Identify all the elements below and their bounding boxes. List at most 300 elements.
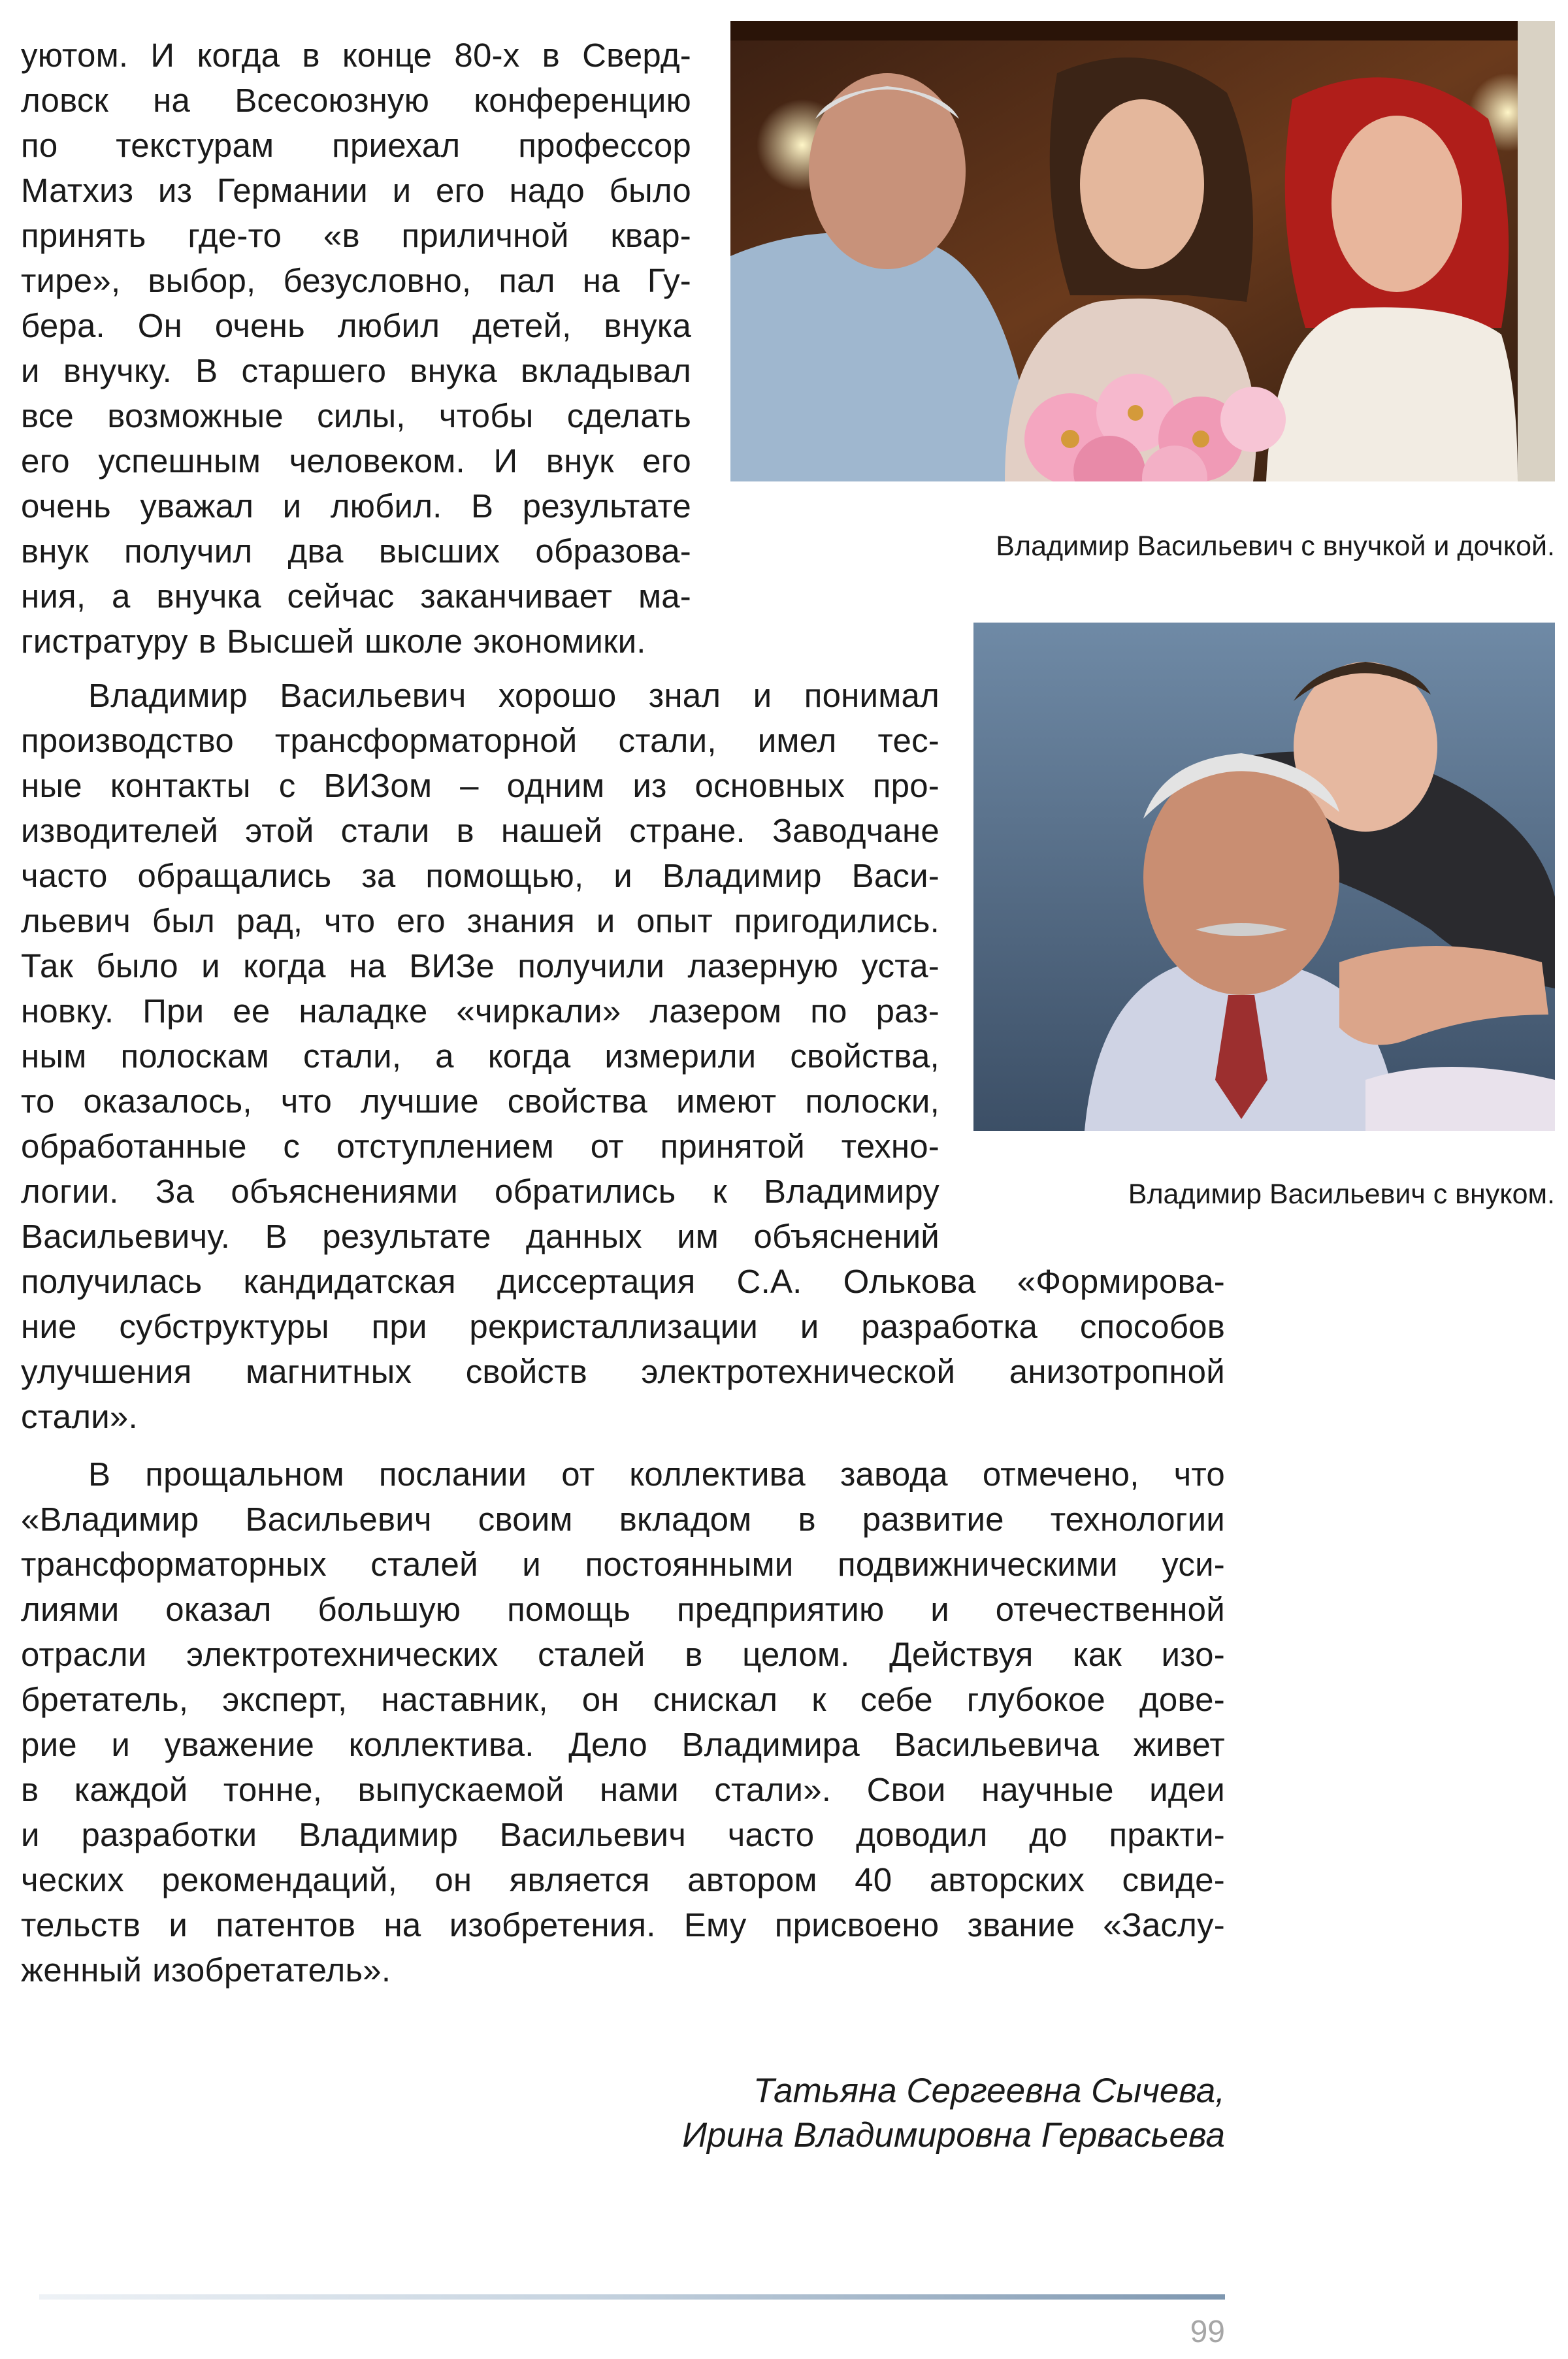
- word: полоски,: [805, 1082, 939, 1120]
- word: В: [470, 487, 494, 525]
- word: идеи: [1149, 1771, 1225, 1808]
- word: дове-: [1139, 1681, 1225, 1718]
- word: развитие: [862, 1501, 1004, 1538]
- word: оказалось,: [83, 1082, 252, 1120]
- word: авторских: [929, 1861, 1085, 1898]
- word: уважал: [140, 487, 254, 525]
- word: его: [642, 442, 691, 480]
- word: Дело: [568, 1726, 647, 1763]
- article-line: [21, 1857, 1225, 1902]
- word: Сверд-: [582, 37, 691, 74]
- word: и: [21, 1816, 40, 1853]
- word: Всесоюзную: [235, 82, 430, 119]
- article-line: [21, 1587, 1225, 1632]
- word: опыт: [636, 902, 713, 939]
- word: рад,: [236, 902, 303, 939]
- word: Олькова: [843, 1263, 976, 1300]
- word: нами: [600, 1771, 679, 1808]
- word: логии.: [21, 1173, 119, 1210]
- word: сталей: [370, 1546, 478, 1583]
- word: целом.: [742, 1636, 850, 1673]
- word: внук: [21, 532, 89, 570]
- word: и: [111, 1726, 131, 1763]
- word: и: [930, 1591, 949, 1628]
- photo-caption: Владимир Васильевич с внучкой и дочкой.: [996, 530, 1555, 562]
- word: Гу-: [647, 262, 691, 299]
- word: Васильевич: [280, 677, 466, 714]
- photo-caption: Владимир Васильевич с внуком.: [1128, 1179, 1555, 1210]
- word: понимал: [804, 677, 939, 714]
- word: уси-: [1162, 1546, 1225, 1583]
- word: И: [493, 442, 518, 480]
- word: что: [280, 1082, 333, 1120]
- word: Матхиз: [21, 172, 134, 209]
- article-line: [21, 1677, 1225, 1722]
- word: в: [685, 1636, 703, 1673]
- word: автором: [687, 1861, 817, 1898]
- article-line: [21, 168, 691, 213]
- word: В: [265, 1218, 287, 1255]
- word: лиями: [21, 1591, 120, 1628]
- article-line: [21, 33, 691, 78]
- word: часто: [727, 1816, 815, 1853]
- word: ческих: [21, 1861, 124, 1898]
- word: «в: [323, 217, 360, 254]
- word: где-то: [188, 217, 282, 254]
- family-photo-image: [730, 21, 1555, 481]
- word: Ему: [683, 1906, 747, 1944]
- article-line: [21, 123, 691, 168]
- word: Высшей: [227, 623, 355, 660]
- word: стали,: [618, 722, 717, 759]
- word: человеком.: [289, 442, 465, 480]
- word: и: [613, 857, 632, 894]
- word: было: [96, 947, 178, 984]
- word: за: [361, 857, 396, 894]
- article-line: [88, 1452, 1225, 1497]
- word: знания: [466, 902, 575, 939]
- article-line: [21, 1304, 1225, 1349]
- word: высших: [378, 532, 500, 570]
- word: Владимир: [662, 857, 822, 894]
- word: уважение: [164, 1726, 315, 1763]
- word: успешным: [98, 442, 261, 480]
- word: Васильевич: [499, 1816, 687, 1853]
- word: женный: [21, 1951, 142, 1989]
- word: свиде-: [1122, 1861, 1225, 1898]
- word: тонне,: [223, 1771, 323, 1808]
- article-line: [21, 1214, 939, 1259]
- word: от: [590, 1128, 624, 1165]
- word: детей,: [472, 307, 572, 344]
- word: а: [112, 578, 131, 615]
- word: вкладывал: [520, 352, 691, 389]
- word: из: [632, 767, 667, 804]
- word: внучка: [156, 578, 261, 615]
- word: контакты: [110, 767, 251, 804]
- word: бретатель,: [21, 1681, 189, 1718]
- word: доводил: [856, 1816, 988, 1853]
- word: и: [392, 172, 412, 209]
- article-line: [21, 1632, 1225, 1677]
- word: на: [349, 947, 386, 984]
- author-name: Татьяна Сергеевна Сычева,: [753, 2072, 1225, 2110]
- word: возможные: [107, 397, 284, 434]
- word: разработка: [861, 1308, 1038, 1345]
- word: технологии: [1050, 1501, 1225, 1538]
- grandson-photo: [973, 623, 1555, 1131]
- word: ные: [21, 767, 82, 804]
- word: раз-: [875, 992, 939, 1030]
- word: льевич: [21, 902, 131, 939]
- word: живет: [1133, 1726, 1225, 1763]
- word: заканчивает: [420, 578, 613, 615]
- word: из: [157, 172, 193, 209]
- word: с: [278, 767, 296, 804]
- word: Владимир: [299, 1816, 459, 1853]
- word: коллектива: [629, 1456, 806, 1493]
- word: снискал: [653, 1681, 778, 1718]
- word: ее: [233, 992, 270, 1030]
- word: и: [753, 677, 772, 714]
- word: получили: [517, 947, 665, 984]
- word: рекристаллизации: [469, 1308, 759, 1345]
- word: свойств: [465, 1353, 587, 1390]
- word: результате: [322, 1218, 491, 1255]
- word: «Формирова-: [1017, 1263, 1225, 1300]
- word: Владимиру: [763, 1173, 939, 1210]
- word: С.А.: [736, 1263, 802, 1300]
- word: вкладом: [619, 1501, 752, 1538]
- word: себе: [860, 1681, 933, 1718]
- word: помощь: [507, 1591, 631, 1628]
- word: безусловно,: [283, 262, 472, 299]
- word: им: [677, 1218, 719, 1255]
- word: стране.: [629, 812, 745, 849]
- word: по: [810, 992, 847, 1030]
- word: был: [152, 902, 216, 939]
- word: «Заслу-: [1103, 1906, 1225, 1944]
- word: ВИЗом: [323, 767, 433, 804]
- footer-rule: [39, 2294, 1225, 2300]
- word: присвоено: [774, 1906, 939, 1944]
- word: стали,: [302, 1037, 402, 1075]
- word: и: [596, 902, 615, 939]
- word: он: [434, 1861, 472, 1898]
- word: его: [397, 902, 446, 939]
- word: имеют: [676, 1082, 777, 1120]
- word: внука: [410, 352, 497, 389]
- article-line: [21, 718, 939, 763]
- word: в: [302, 37, 320, 74]
- word: пригодились.: [734, 902, 939, 939]
- word: практи-: [1109, 1816, 1225, 1853]
- word: уютом.: [21, 37, 129, 74]
- word: школе: [365, 623, 463, 660]
- word: звание: [967, 1906, 1075, 1944]
- word: и: [800, 1308, 819, 1345]
- word: Владимир: [88, 677, 248, 714]
- word: свойства,: [790, 1037, 939, 1075]
- word: является: [509, 1861, 650, 1898]
- word: тире»,: [21, 262, 121, 299]
- word: предприятию: [677, 1591, 885, 1628]
- article-line: [21, 853, 939, 898]
- word: Васильевича: [894, 1726, 1100, 1763]
- word: его: [21, 442, 70, 480]
- word: пал: [498, 262, 555, 299]
- article-line: [21, 808, 939, 853]
- word: было: [609, 172, 691, 209]
- word: а: [435, 1037, 454, 1075]
- word: трансформаторной: [274, 722, 578, 759]
- word: очень: [21, 487, 111, 525]
- word: кандидатская: [243, 1263, 456, 1300]
- family-photo: [730, 21, 1555, 481]
- word: что: [1173, 1456, 1225, 1493]
- word: ным: [21, 1037, 87, 1075]
- article-line: [21, 1169, 939, 1214]
- word: когда: [197, 37, 280, 74]
- word: нашей: [500, 812, 603, 849]
- word: обратились: [495, 1173, 676, 1210]
- page-number: 99: [1190, 2315, 1225, 2349]
- word: изобретатель».: [152, 1951, 391, 1989]
- word: глубокое: [966, 1681, 1105, 1718]
- word: эксперт,: [222, 1681, 348, 1718]
- word: получилась: [21, 1263, 203, 1300]
- word: лазером: [649, 992, 782, 1030]
- word: то: [21, 1082, 55, 1120]
- article-line: [21, 1259, 1225, 1304]
- word: способов: [1079, 1308, 1225, 1345]
- word: научные: [981, 1771, 1114, 1808]
- word: коллектива.: [348, 1726, 534, 1763]
- word: Васильевичу.: [21, 1218, 231, 1255]
- word: обращались: [137, 857, 332, 894]
- word: патентов: [216, 1906, 356, 1944]
- article-line: [21, 213, 691, 258]
- word: когда: [243, 947, 326, 984]
- word: до: [1029, 1816, 1068, 1853]
- word: изо-: [1161, 1636, 1225, 1673]
- word: отступлением: [336, 1128, 555, 1165]
- article-line: [21, 988, 939, 1033]
- article-line: [21, 1767, 1225, 1812]
- article-line: [21, 258, 691, 303]
- word: основных: [694, 767, 845, 804]
- word: ние: [21, 1308, 77, 1345]
- word: лучшие: [361, 1082, 479, 1120]
- word: электротехнических: [186, 1636, 498, 1673]
- word: Владимира: [681, 1726, 860, 1763]
- word: на: [153, 82, 191, 119]
- word: электротехнической: [641, 1353, 956, 1390]
- article-line: [21, 1124, 939, 1169]
- word: текстурам: [116, 127, 274, 164]
- article-line: [21, 1722, 1225, 1767]
- word: Он: [137, 307, 183, 344]
- word: объяснениями: [231, 1173, 458, 1210]
- word: принять: [21, 217, 146, 254]
- word: наладке: [299, 992, 428, 1030]
- article-line: [21, 1902, 1225, 1947]
- word: и: [21, 352, 40, 389]
- word: очень: [214, 307, 305, 344]
- word: часто: [21, 857, 108, 894]
- word: внука: [604, 307, 691, 344]
- article-line: [21, 438, 691, 483]
- word: он: [581, 1681, 619, 1718]
- word: как: [1073, 1636, 1122, 1673]
- word: результате: [522, 487, 691, 525]
- word: что: [323, 902, 376, 939]
- word: рекомендаций,: [161, 1861, 397, 1898]
- word: обработанные: [21, 1128, 247, 1165]
- article-line: [21, 1497, 1225, 1542]
- article-line: [21, 1349, 1225, 1394]
- word: имел: [757, 722, 837, 759]
- word: постоянными: [585, 1546, 794, 1583]
- word: и: [282, 487, 302, 525]
- word: Свои: [866, 1771, 946, 1808]
- word: внучку.: [63, 352, 172, 389]
- word: при: [371, 1308, 427, 1345]
- word: отрасли: [21, 1636, 147, 1673]
- article-line: [21, 1947, 1225, 1993]
- word: два: [287, 532, 344, 570]
- word: от: [561, 1456, 595, 1493]
- word: 40: [855, 1861, 892, 1898]
- word: приличной: [401, 217, 569, 254]
- article-line: [21, 1812, 1225, 1857]
- article-line: [21, 898, 939, 943]
- word: в: [456, 812, 474, 849]
- article-line: [21, 1079, 939, 1124]
- word: с: [283, 1128, 301, 1165]
- word: про-: [872, 767, 939, 804]
- word: и: [522, 1546, 541, 1583]
- word: ловск: [21, 82, 109, 119]
- grandson-photo-image: [973, 623, 1555, 1131]
- word: уста-: [861, 947, 939, 984]
- word: анизотропной: [1009, 1353, 1225, 1390]
- word: техно-: [841, 1128, 939, 1165]
- word: сейчас: [287, 578, 395, 615]
- word: профессор: [518, 127, 691, 164]
- word: в: [21, 1771, 39, 1808]
- word: данных: [525, 1218, 642, 1255]
- word: –: [460, 767, 479, 804]
- word: свойства: [507, 1082, 647, 1120]
- word: в: [198, 623, 217, 660]
- word: субструктуры: [119, 1308, 329, 1345]
- article-line: [21, 1542, 1225, 1587]
- word: Действуя: [889, 1636, 1034, 1673]
- word: ма-: [638, 578, 691, 615]
- word: ВИЗе: [409, 947, 495, 984]
- word: «чиркали»: [456, 992, 621, 1030]
- word: Васильевич: [245, 1501, 432, 1538]
- word: изобретения.: [449, 1906, 656, 1944]
- word: Васи-: [851, 857, 939, 894]
- word: улучшения: [21, 1353, 192, 1390]
- word: принятой: [660, 1128, 805, 1165]
- word: сталей: [538, 1636, 645, 1673]
- word: И: [150, 37, 175, 74]
- word: и: [169, 1906, 188, 1944]
- word: трансформаторных: [21, 1546, 327, 1583]
- word: конце: [342, 37, 433, 74]
- article-line: [21, 574, 691, 619]
- word: надо: [509, 172, 585, 209]
- word: чтобы: [438, 397, 534, 434]
- word: новку.: [21, 992, 114, 1030]
- word: каждой: [74, 1771, 188, 1808]
- article-line: [21, 78, 691, 123]
- article-line: [21, 619, 746, 664]
- word: объяснений: [753, 1218, 939, 1255]
- word: по: [21, 127, 58, 164]
- word: приехал: [332, 127, 461, 164]
- article-line: [21, 393, 691, 438]
- word: стали».: [21, 1398, 138, 1435]
- word: помощью,: [425, 857, 584, 894]
- word: выпускаемой: [357, 1771, 564, 1808]
- word: стали: [340, 812, 430, 849]
- word: оказал: [165, 1591, 272, 1628]
- word: одним: [506, 767, 605, 804]
- word: к: [712, 1173, 727, 1210]
- word: производство: [21, 722, 234, 759]
- article-line: [21, 943, 939, 988]
- word: и: [201, 947, 220, 984]
- word: получил: [124, 532, 253, 570]
- word: любил: [337, 307, 440, 344]
- word: прощальном: [145, 1456, 344, 1493]
- word: его: [436, 172, 485, 209]
- word: Германии: [216, 172, 368, 209]
- word: силы,: [317, 397, 406, 434]
- word: 80-х: [454, 37, 520, 74]
- word: При: [142, 992, 204, 1030]
- word: к: [811, 1681, 826, 1718]
- word: рие: [21, 1726, 77, 1763]
- word: магнитных: [246, 1353, 412, 1390]
- word: тельств: [21, 1906, 141, 1944]
- word: Так: [21, 947, 74, 984]
- article-line: [88, 673, 939, 718]
- article-line: [21, 1033, 939, 1079]
- word: гистратуру: [21, 623, 188, 660]
- word: изводителей: [21, 812, 219, 849]
- word: когда: [487, 1037, 571, 1075]
- word: диссертация: [497, 1263, 696, 1300]
- word: своим: [478, 1501, 573, 1538]
- word: отмечено,: [982, 1456, 1139, 1493]
- word: ния,: [21, 578, 86, 615]
- word: полоскам: [120, 1037, 269, 1075]
- word: на: [384, 1906, 421, 1944]
- word: отечественной: [995, 1591, 1225, 1628]
- word: наставник,: [381, 1681, 548, 1718]
- word: подвижническими: [838, 1546, 1118, 1583]
- word: послании: [378, 1456, 527, 1493]
- word: разработки: [81, 1816, 257, 1853]
- word: лазерную: [687, 947, 839, 984]
- word: За: [155, 1173, 195, 1210]
- word: внук: [546, 442, 614, 480]
